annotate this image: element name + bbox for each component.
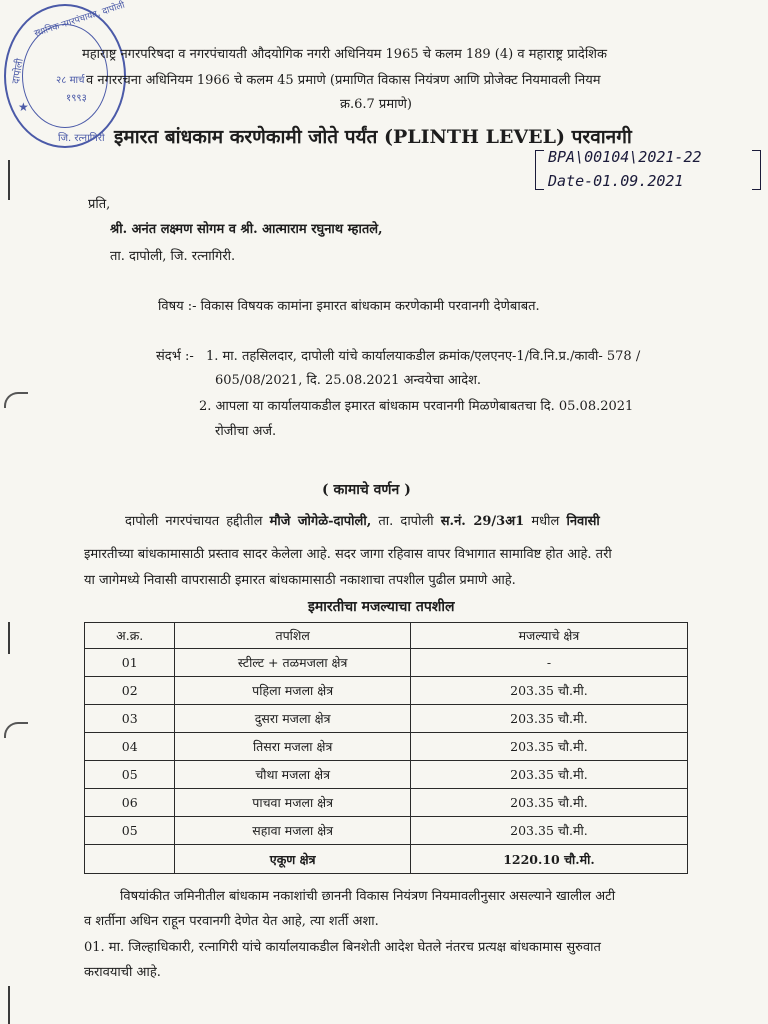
stamp-date1: २८ मार्च — [56, 75, 85, 86]
header-cell-area: मजल्याचे क्षेत्र — [410, 623, 687, 649]
table-header-row — [85, 623, 688, 649]
work-text-e: मधील — [531, 514, 560, 529]
reference-label: संदर्भ :- — [156, 349, 194, 364]
subject-line: विषय :- विकास विषयक कामांना इमारत बांधकाम करणेकामी परवानगी देणेबाबत. — [158, 299, 540, 314]
cell-total-label: एकूण क्षेत्र — [175, 845, 410, 874]
work-text-f: निवासी — [566, 514, 600, 529]
table-row — [85, 705, 688, 733]
table-row — [85, 789, 688, 817]
reference-item1-line1: 1. मा. तहसिलदार, दापोली यांचे कार्यालयाकडील क्रमांक/एलएनए-1/वि.नि.प्र./कावी- 578 / — [206, 349, 641, 364]
cell-area: 203.35 चौ.मी. — [410, 705, 687, 733]
reference-item2-line2: रोजीचा अर्ज. — [215, 424, 277, 439]
recipient-prati: प्रति, — [88, 197, 111, 212]
punch-hole-mark — [4, 392, 28, 408]
stamp-place: जि. रत्नागिरी — [58, 133, 105, 144]
header-line1: महाराष्ट्र नगरपरिषदा व नगरपंचायती औदयोगिक नगरी अधिनियम 1965 चे कलम 189 (4) व महाराष्ट्र प्रादेशिक — [82, 47, 608, 62]
cell-area: 203.35 चौ.मी. — [410, 789, 687, 817]
cell-serial: 05 — [85, 817, 175, 845]
table-total-row — [85, 845, 688, 874]
recipient-name: श्री. अनंत लक्ष्मण सोगम व श्री. आत्माराम रघुनाथ म्हातले, — [110, 222, 383, 237]
cell-details: चौथा मजला क्षेत्र — [175, 761, 410, 789]
left-bracket — [535, 150, 544, 190]
cell-serial: 05 — [85, 761, 175, 789]
header-cell-serial: अ.क्र. — [85, 623, 175, 649]
cell-details: दुसरा मजला क्षेत्र — [175, 705, 410, 733]
page-title: इमारत बांधकाम करणेकामी जोते पर्यंत (PLINTH LEVEL) परवानगी — [114, 126, 632, 148]
cell-area: - — [410, 649, 687, 677]
work-line3: या जागेमध्ये निवासी वापरासाठी इमारत बांधकामासाठी नकाशाचा तपशील पुढील प्रमाणे आहे. — [84, 573, 516, 588]
work-text-b: मौजे जोगेळे-दापोली, — [269, 514, 372, 529]
work-text-d: स.नं. 29/3अ1 — [440, 514, 525, 529]
reference-item1-line2: 605/08/2021, दि. 25.08.2021 अन्वयेचा आदेश. — [215, 373, 482, 388]
closing-line2: व शर्तीना अधिन राहून परवानगी देणेत येत आहे, त्या शर्ती अशा. — [84, 914, 379, 929]
work-text-c: ता. दापोली — [378, 514, 434, 529]
reference-item2-line1: 2. आपला या कार्यालयाकडील इमारत बांधकाम परवानगी मिळणेबाबतचा दि. 05.08.2021 — [199, 399, 634, 414]
condition1-line1: 01. मा. जिल्हाधिकारी, रत्नागिरी यांचे कार्यालयाकडील बिनशेती आदेश घेतले नंतरच प्रत्यक्ष बांधकामास सुरुवात — [84, 940, 601, 955]
closing-line1: विषयांकीत जमिनीतील बांधकाम नकाशांची छाननी विकास नियंत्रण नियमावलीनुसार असल्याने खालील अटी — [120, 889, 616, 904]
stamp-star-icon: ★ — [18, 100, 29, 114]
cell-area: 203.35 चौ.मी. — [410, 677, 687, 705]
cell-details: पाचवा मजला क्षेत्र — [175, 789, 410, 817]
table-row — [85, 733, 688, 761]
stamp-date2: १९९३ — [66, 93, 87, 104]
cell-total-value: 1220.10 चौ.मी. — [410, 845, 687, 874]
header-line3: क्र.6.7 प्रमाणे) — [340, 97, 412, 112]
stamp-line2: दापोली — [10, 57, 26, 85]
recipient-address: ता. दापोली, जि. रत्नागिरी. — [110, 249, 236, 264]
stamp-line1: स्थानिक नगरपंचायत, दापोली — [33, 0, 127, 40]
cell-details: सहावा मजला क्षेत्र — [175, 817, 410, 845]
cell-total-empty — [85, 845, 175, 874]
cell-details: स्टील्ट + तळमजला क्षेत्र — [175, 649, 410, 677]
cell-details: तिसरा मजला क्षेत्र — [175, 733, 410, 761]
condition1-line2: करावयाची आहे. — [84, 965, 161, 980]
cell-serial: 04 — [85, 733, 175, 761]
work-heading: ( कामाचे वर्णन ) — [322, 482, 411, 498]
margin-mark — [8, 622, 10, 654]
cell-area: 203.35 चौ.मी. — [410, 817, 687, 845]
header-cell-details: तपशिल — [175, 623, 410, 649]
punch-hole-mark — [4, 722, 28, 738]
cell-area: 203.35 चौ.मी. — [410, 761, 687, 789]
margin-mark — [8, 160, 10, 200]
header-line2: व नगररचना अधिनियम 1966 चे कलम 45 प्रमाणे (प्रमाणित विकास नियंत्रण आणि प्रोजेक्ट नियमावली नियम — [86, 73, 601, 88]
table-row — [85, 817, 688, 845]
handwritten-date: Date-01.09.2021 — [548, 172, 684, 190]
right-bracket — [752, 150, 761, 190]
work-line1 — [125, 511, 600, 529]
floor-area-table — [84, 622, 688, 874]
table-row — [85, 761, 688, 789]
cell-details: पहिला मजला क्षेत्र — [175, 677, 410, 705]
work-line2: इमारतीच्या बांधकामासाठी प्रस्ताव सादर केलेला आहे. सदर जागा रहिवास वापर विभागात सामाविष्ट होत आहे. तरी — [84, 547, 612, 562]
table-title: इमारतीचा मजल्याचा तपशील — [308, 599, 455, 615]
cell-serial: 02 — [85, 677, 175, 705]
cell-serial: 06 — [85, 789, 175, 817]
cell-serial: 03 — [85, 705, 175, 733]
cell-serial: 01 — [85, 649, 175, 677]
table-row — [85, 649, 688, 677]
cell-area: 203.35 चौ.मी. — [410, 733, 687, 761]
table-row — [85, 677, 688, 705]
margin-mark — [8, 986, 10, 1024]
handwritten-ref: BPA\00104\2021-22 — [548, 148, 702, 166]
work-text-a: दापोली नगरपंचायत हद्दीतील — [125, 514, 263, 529]
